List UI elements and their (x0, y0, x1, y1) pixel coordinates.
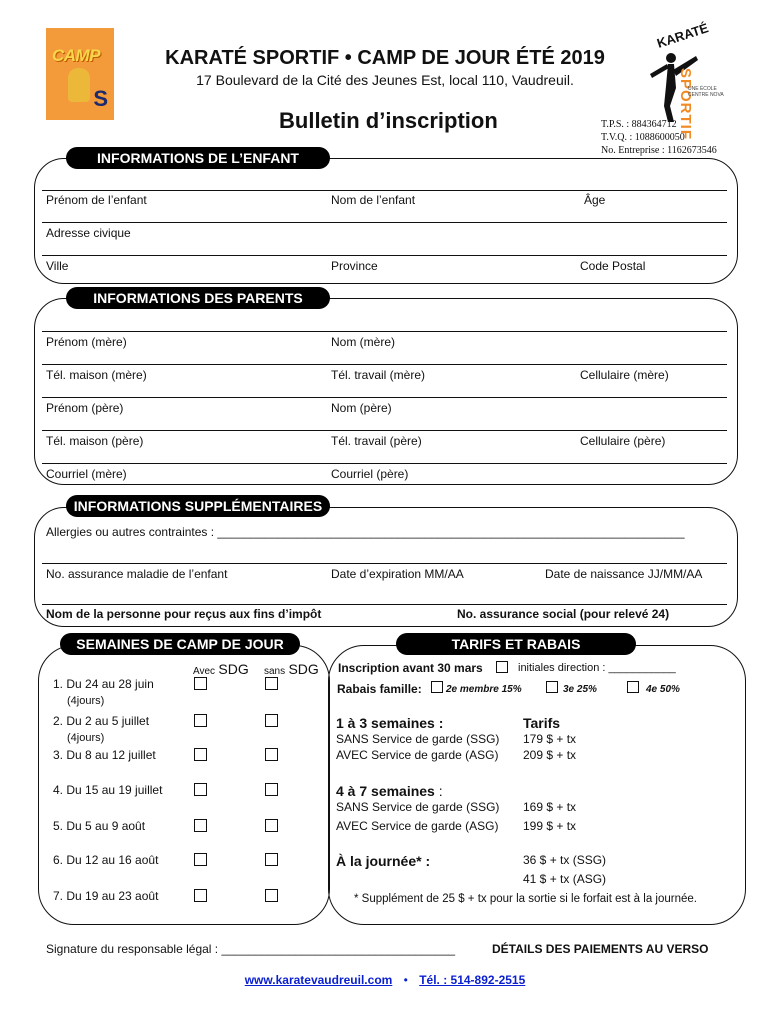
tarifs-column-title: Tarifs (523, 715, 561, 731)
week-2-note: (4jours) (67, 732, 105, 744)
form-line (42, 331, 727, 332)
supplement-note: * Supplément de 25 $ + tx pour la sortie si le forfait est à la journée. (354, 893, 697, 905)
nom-enfant-field[interactable]: Nom de l’enfant (331, 193, 416, 207)
rabais-3e-label: 3e 25% (563, 684, 597, 695)
week-2-label: 2. Du 2 au 5 juillet (53, 714, 150, 728)
g2-sans-label: SANS Service de garde (SSG) (336, 800, 500, 814)
g2-sans-price: 169 $ + tx (523, 800, 577, 814)
nom-mere-field[interactable]: Nom (mère) (331, 335, 396, 349)
form-line (42, 604, 727, 605)
tax-numbers (601, 118, 717, 157)
signature-field[interactable]: Signature du responsable légal : ___________________________________ (46, 942, 456, 956)
inscription-avant-checkbox[interactable] (496, 661, 508, 673)
contact-footer (0, 973, 770, 987)
form-line (42, 563, 727, 564)
rabais-4e-label: 4e 50% (646, 684, 680, 695)
week-3-sans-sdg-checkbox[interactable] (265, 748, 278, 761)
prenom-mere-field[interactable]: Prénom (mère) (46, 335, 127, 349)
tel-maison-mere-field[interactable]: Tél. maison (mère) (46, 368, 147, 382)
page-title: KARATÉ SPORTIF • CAMP DE JOUR ÉTÉ 2019 (165, 47, 605, 69)
week-4-avec-sdg-checkbox[interactable] (194, 783, 207, 796)
date-naissance-field[interactable]: Date de naissance JJ/MM/AA (545, 567, 703, 581)
rabais-2e-checkbox[interactable] (431, 681, 443, 693)
week-1-avec-sdg-checkbox[interactable] (194, 677, 207, 690)
week-5-avec-sdg-checkbox[interactable] (194, 819, 207, 832)
ville-field[interactable]: Ville (46, 259, 69, 273)
week-4-sans-sdg-checkbox[interactable] (265, 783, 278, 796)
parents-section-heading: INFORMATIONS DES PARENTS (66, 287, 330, 309)
rabais-4e-checkbox[interactable] (627, 681, 639, 693)
journee-ssg-price: 36 $ + tx (SSG) (523, 853, 607, 867)
entreprise-number: No. Entreprise : 1162673546 (601, 145, 717, 156)
g2-avec-label: AVEC Service de garde (ASG) (336, 819, 499, 833)
inscription-avant-label: Inscription avant 30 mars (338, 661, 483, 675)
week-1-sans-sdg-checkbox[interactable] (265, 677, 278, 690)
week-2-avec-sdg-checkbox[interactable] (194, 714, 207, 727)
courriel-mere-field[interactable]: Courriel (mère) (46, 467, 127, 481)
details-paiements: DÉTAILS DES PAIEMENTS AU VERSO (492, 942, 709, 956)
date-expiration-field[interactable]: Date d’expiration MM/AA (331, 567, 464, 581)
child-section-heading: INFORMATIONS DE L’ENFANT (66, 147, 330, 169)
rabais-famille-label: Rabais famille: (337, 682, 422, 696)
phone-link[interactable]: Tél. : 514-892-2515 (419, 973, 526, 987)
tel-maison-pere-field[interactable]: Tél. maison (père) (46, 434, 144, 448)
form-line (42, 430, 727, 431)
tarifs-section-heading: TARIFS ET RABAIS (396, 633, 636, 655)
form-line (42, 190, 727, 191)
week-4-label: 4. Du 15 au 19 juillet (53, 783, 163, 797)
karate-logo-word: KARATÉ (654, 20, 711, 51)
tel-travail-mere-field[interactable]: Tél. travail (mère) (331, 368, 426, 382)
age-field[interactable]: Âge (584, 193, 606, 207)
prenom-pere-field[interactable]: Prénom (père) (46, 401, 124, 415)
initiales-direction-field[interactable]: initiales direction : ___________ (518, 662, 676, 674)
parents-info-section (34, 298, 738, 485)
assurance-maladie-field[interactable]: No. assurance maladie de l’enfant (46, 567, 228, 581)
tvq-number: T.V.Q. : 1088600050 (601, 132, 685, 143)
adresse-field[interactable]: Adresse civique (46, 226, 131, 240)
tps-number: T.P.S. : 884364712 (601, 119, 677, 130)
week-2-sans-sdg-checkbox[interactable] (265, 714, 278, 727)
journee-asg-price: 41 $ + tx (ASG) (523, 872, 607, 886)
prenom-enfant-field[interactable]: Prénom de l’enfant (46, 193, 147, 207)
journee-title: À la journée* : (336, 853, 431, 869)
form-line (42, 397, 727, 398)
week-1-label: 1. Du 24 au 28 juin (53, 677, 154, 691)
courriel-pere-field[interactable]: Courriel (père) (331, 467, 409, 481)
cellulaire-pere-field[interactable]: Cellulaire (père) (580, 434, 666, 448)
week-7-label: 7. Du 19 au 23 août (53, 889, 159, 903)
week-1-note: (4jours) (67, 695, 105, 707)
g1-sans-price: 179 $ + tx (523, 732, 577, 746)
week-6-avec-sdg-checkbox[interactable] (194, 853, 207, 866)
recus-impot-field[interactable]: Nom de la personne pour reçus aux fins d’impôt (46, 607, 322, 621)
karate-logo-tag: UNE ÉCOLE CENTRE NOVA (688, 86, 724, 98)
form-line (42, 255, 727, 256)
code-postal-field[interactable]: Code Postal (580, 259, 646, 273)
group-4-7-title: 4 à 7 semaines : (336, 783, 443, 799)
website-link[interactable]: www.karatevaudreuil.com (244, 973, 393, 987)
karate-logo-sportif: SPORTIF (677, 68, 694, 141)
weeks-section-heading: SEMAINES DE CAMP DE JOUR (60, 633, 300, 655)
footer-bullet: • (403, 973, 408, 987)
g1-avec-label: AVEC Service de garde (ASG) (336, 748, 499, 762)
week-3-avec-sdg-checkbox[interactable] (194, 748, 207, 761)
extra-section-heading: INFORMATIONS SUPPLÉMENTAIRES (66, 495, 330, 517)
week-6-label: 6. Du 12 au 16 août (53, 853, 159, 867)
week-5-sans-sdg-checkbox[interactable] (265, 819, 278, 832)
week-3-label: 3. Du 8 au 12 juillet (53, 748, 156, 762)
nom-pere-field[interactable]: Nom (père) (331, 401, 392, 415)
allergies-field[interactable]: Allergies ou autres contraintes : ______________________________________________________________________ (46, 525, 685, 539)
week-7-sans-sdg-checkbox[interactable] (265, 889, 278, 902)
form-line (42, 222, 727, 223)
group-1-3-title: 1 à 3 semaines : (336, 715, 444, 731)
g1-avec-price: 209 $ + tx (523, 748, 577, 762)
rabais-2e-label: 2e membre 15% (446, 684, 522, 695)
camp-logo-word: CAMP (52, 46, 101, 65)
form-line (42, 463, 727, 464)
sans-sdg-header: sans SDG (264, 661, 319, 677)
rabais-3e-checkbox[interactable] (546, 681, 558, 693)
week-5-label: 5. Du 5 au 9 août (53, 819, 146, 833)
week-6-sans-sdg-checkbox[interactable] (265, 853, 278, 866)
cellulaire-mere-field[interactable]: Cellulaire (mère) (580, 368, 669, 382)
camp-logo-letter: S (93, 86, 108, 111)
g1-sans-label: SANS Service de garde (SSG) (336, 732, 500, 746)
form-line (42, 364, 727, 365)
week-7-avec-sdg-checkbox[interactable] (194, 889, 207, 902)
address: 17 Boulevard de la Cité des Jeunes Est, local 110, Vaudreuil. (196, 72, 574, 88)
province-field[interactable]: Province (331, 259, 378, 273)
form-title: Bulletin d’inscription (279, 108, 498, 133)
avec-sdg-header: Avec SDG (193, 661, 249, 677)
g2-avec-price: 199 $ + tx (523, 819, 577, 833)
nas-field[interactable]: No. assurance social (pour relevé 24) (457, 607, 670, 621)
tel-travail-pere-field[interactable]: Tél. travail (père) (331, 434, 422, 448)
